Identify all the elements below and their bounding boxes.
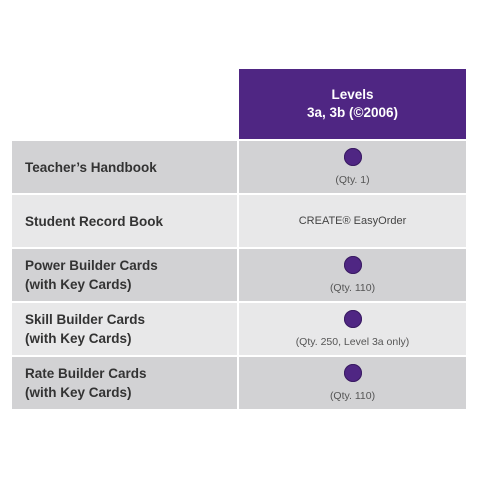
- row-value-rate-builder-cards: [239, 357, 466, 409]
- header-line-1: Levels: [331, 87, 374, 102]
- included-dot-icon: [344, 310, 362, 328]
- row-label-skill-builder-cards: Skill Builder Cards (with Key Cards): [12, 303, 237, 355]
- easyorder-text: CREATE® EasyOrder: [298, 215, 407, 227]
- quantity-text: (Qty. 250, Level 3a only): [295, 336, 410, 348]
- row-label-power-builder-cards: Power Builder Cards (with Key Cards): [12, 249, 237, 301]
- product-table: [12, 69, 466, 409]
- header-blank-cell: [12, 69, 237, 139]
- quantity-text: (Qty. 1): [335, 174, 370, 186]
- header-line-2: 3a, 3b (©2006): [307, 105, 398, 120]
- quantity-text: (Qty. 110): [329, 282, 376, 294]
- levels-header: [239, 69, 466, 139]
- row-value-teachers-handbook: [239, 141, 466, 193]
- row-label-rate-builder-cards: Rate Builder Cards (with Key Cards): [12, 357, 237, 409]
- included-dot-icon: [344, 148, 362, 166]
- row-label-teachers-handbook: Teacher’s Handbook: [12, 141, 237, 193]
- included-dot-icon: [344, 364, 362, 382]
- row-value-power-builder-cards: [239, 249, 466, 301]
- row-value-student-record-book: [239, 195, 466, 247]
- row-label-student-record-book: Student Record Book: [12, 195, 237, 247]
- row-value-skill-builder-cards: [239, 303, 466, 355]
- quantity-text: (Qty. 110): [329, 390, 376, 402]
- included-dot-icon: [344, 256, 362, 274]
